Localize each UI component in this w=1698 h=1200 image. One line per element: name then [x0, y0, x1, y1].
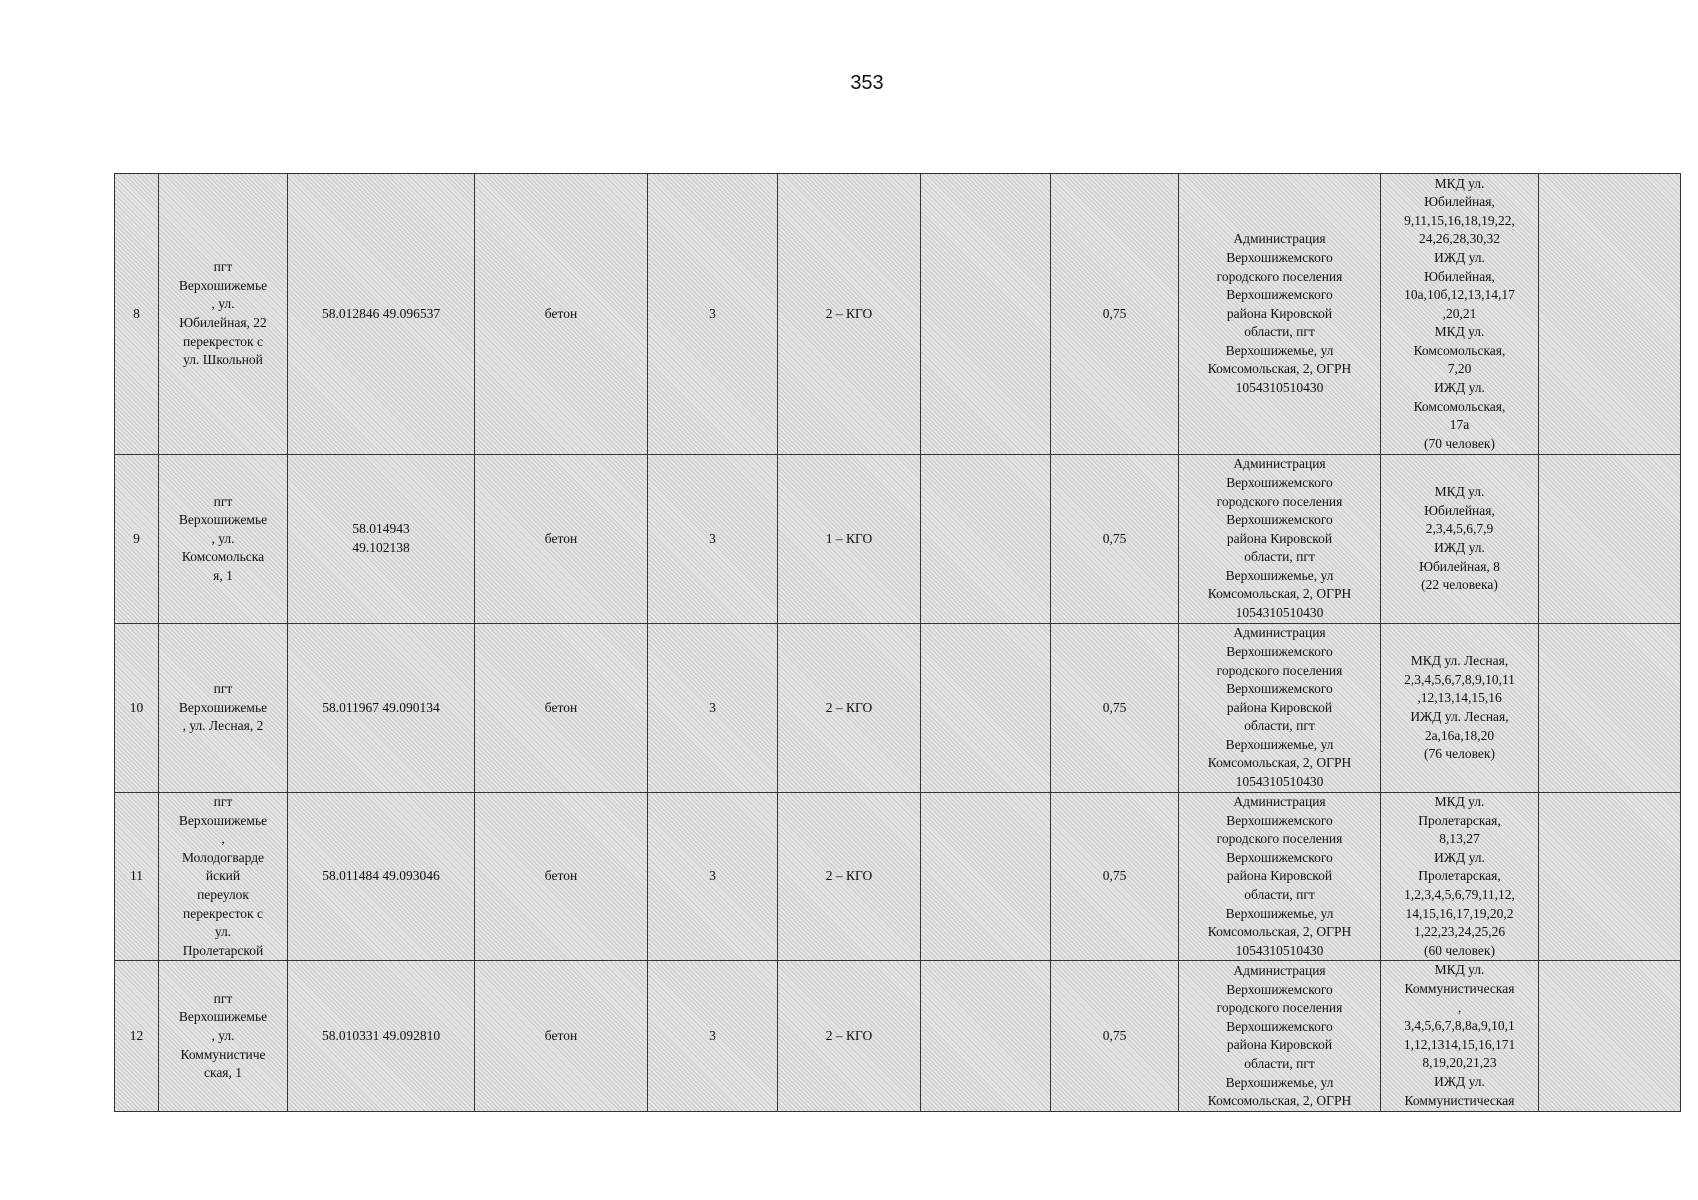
site-area: 3 — [648, 624, 778, 793]
surface-type: бетон — [475, 455, 648, 624]
site-coordinates: 58.011484 49.093046 — [288, 793, 475, 961]
container-count: 2 – КГО — [778, 624, 921, 793]
table-row — [115, 455, 1681, 624]
container-volume: 0,75 — [1051, 793, 1179, 961]
row-number: 8 — [115, 174, 159, 455]
container-volume: 0,75 — [1051, 455, 1179, 624]
empty-cell — [921, 624, 1051, 793]
waste-sources: МКД ул. Лесная, 2,3,4,5,6,7,8,9,10,11 ,12,13,14,15,16 ИЖД ул. Лесная, 2а,16а,18,20 (76 человек) — [1381, 624, 1539, 793]
site-area: 3 — [648, 455, 778, 624]
container-volume: 0,75 — [1051, 174, 1179, 455]
site-coordinates: 58.010331 49.092810 — [288, 961, 475, 1112]
container-volume: 0,75 — [1051, 961, 1179, 1112]
site-owner: Администрация Верхошижемского городского поселения Верхошижемского района Кировской области, пгт Верхошижемье, ул Комсомольская, 2, ОГРН 1054310510430 — [1179, 455, 1381, 624]
site-coordinates: 58.011967 49.090134 — [288, 624, 475, 793]
container-count: 2 – КГО — [778, 174, 921, 455]
page-number: 353 — [850, 72, 884, 94]
site-coordinates: 58.012846 49.096537 — [288, 174, 475, 455]
table-row — [115, 174, 1681, 455]
site-address: пгт Верхошижемье , Молодогварде йский переулок перекресток с ул. Пролетарской — [159, 793, 288, 961]
site-address: пгт Верхошижемье , ул. Лесная, 2 — [159, 624, 288, 793]
table-row — [115, 793, 1681, 961]
site-owner: Администрация Верхошижемского городского поселения Верхошижемского района Кировской области, пгт Верхошижемье, ул Комсомольская, 2, ОГРН 1054310510430 — [1179, 174, 1381, 455]
empty-cell — [1539, 174, 1681, 455]
site-owner: Администрация Верхошижемского городского поселения Верхошижемского района Кировской области, пгт Верхошижемье, ул Комсомольская, 2, ОГРН 1054310510430 — [1179, 624, 1381, 793]
table-row — [115, 961, 1681, 1112]
waste-sources: МКД ул. Юбилейная, 9,11,15,16,18,19,22, 24,26,28,30,32 ИЖД ул. Юбилейная, 10а,10б,12,13,14,17 ,20,21 МКД ул. Комсомольская, 7,20 ИЖД ул. Комсомольская, 17а (70 человек) — [1381, 174, 1539, 455]
empty-cell — [921, 961, 1051, 1112]
row-number: 9 — [115, 455, 159, 624]
empty-cell — [1539, 624, 1681, 793]
site-owner: Администрация Верхошижемского городского поселения Верхошижемского района Кировской области, пгт Верхошижемье, ул Комсомольская, 2, ОГРН 1054310510430 — [1179, 793, 1381, 961]
waste-site-registry-table — [114, 173, 1681, 1112]
empty-cell — [1539, 455, 1681, 624]
site-owner-cell — [1179, 961, 1381, 1112]
site-owner: Администрация Верхошижемского городского поселения Верхошижемского района Кировской области, пгт Верхошижемье, ул Комсомольская, 2, ОГРН — [1207, 962, 1352, 1109]
container-volume: 0,75 — [1051, 624, 1179, 793]
surface-type: бетон — [475, 793, 648, 961]
empty-cell — [921, 174, 1051, 455]
empty-cell — [1539, 961, 1681, 1112]
site-address: пгт Верхошижемье , ул. Коммунистиче ская, 1 — [159, 961, 288, 1112]
surface-type: бетон — [475, 174, 648, 455]
site-area: 3 — [648, 793, 778, 961]
container-count: 2 – КГО — [778, 961, 921, 1112]
site-coordinates: 58.014943 49.102138 — [288, 455, 475, 624]
container-count: 2 – КГО — [778, 793, 921, 961]
site-address: пгт Верхошижемье , ул. Комсомольска я, 1 — [159, 455, 288, 624]
table-row — [115, 624, 1681, 793]
site-area: 3 — [648, 961, 778, 1112]
row-number: 10 — [115, 624, 159, 793]
waste-sources: МКД ул. Юбилейная, 2,3,4,5,6,7,9 ИЖД ул. Юбилейная, 8 (22 человека) — [1381, 455, 1539, 624]
surface-type: бетон — [475, 961, 648, 1112]
site-area: 3 — [648, 174, 778, 455]
row-number: 12 — [115, 961, 159, 1112]
waste-sources: МКД ул. Коммунистическая , 3,4,5,6,7,8,8а,9,10,1 1,12,1314,15,16,171 8,19,20,21,23 ИЖД ул. Коммунистическая — [1403, 962, 1516, 1108]
surface-type: бетон — [475, 624, 648, 793]
waste-sources-cell — [1381, 961, 1539, 1112]
empty-cell — [921, 455, 1051, 624]
site-address: пгт Верхошижемье , ул. Юбилейная, 22 перекресток с ул. Школьной — [159, 174, 288, 455]
empty-cell — [1539, 793, 1681, 961]
container-count: 1 – КГО — [778, 455, 921, 624]
row-number: 11 — [115, 793, 159, 961]
empty-cell — [921, 793, 1051, 961]
waste-sources: МКД ул. Пролетарская, 8,13,27 ИЖД ул. Пролетарская, 1,2,3,4,5,6,79,11,12, 14,15,16,17,19,20,2 1,22,23,24,25,26 (60 человек) — [1381, 793, 1539, 961]
